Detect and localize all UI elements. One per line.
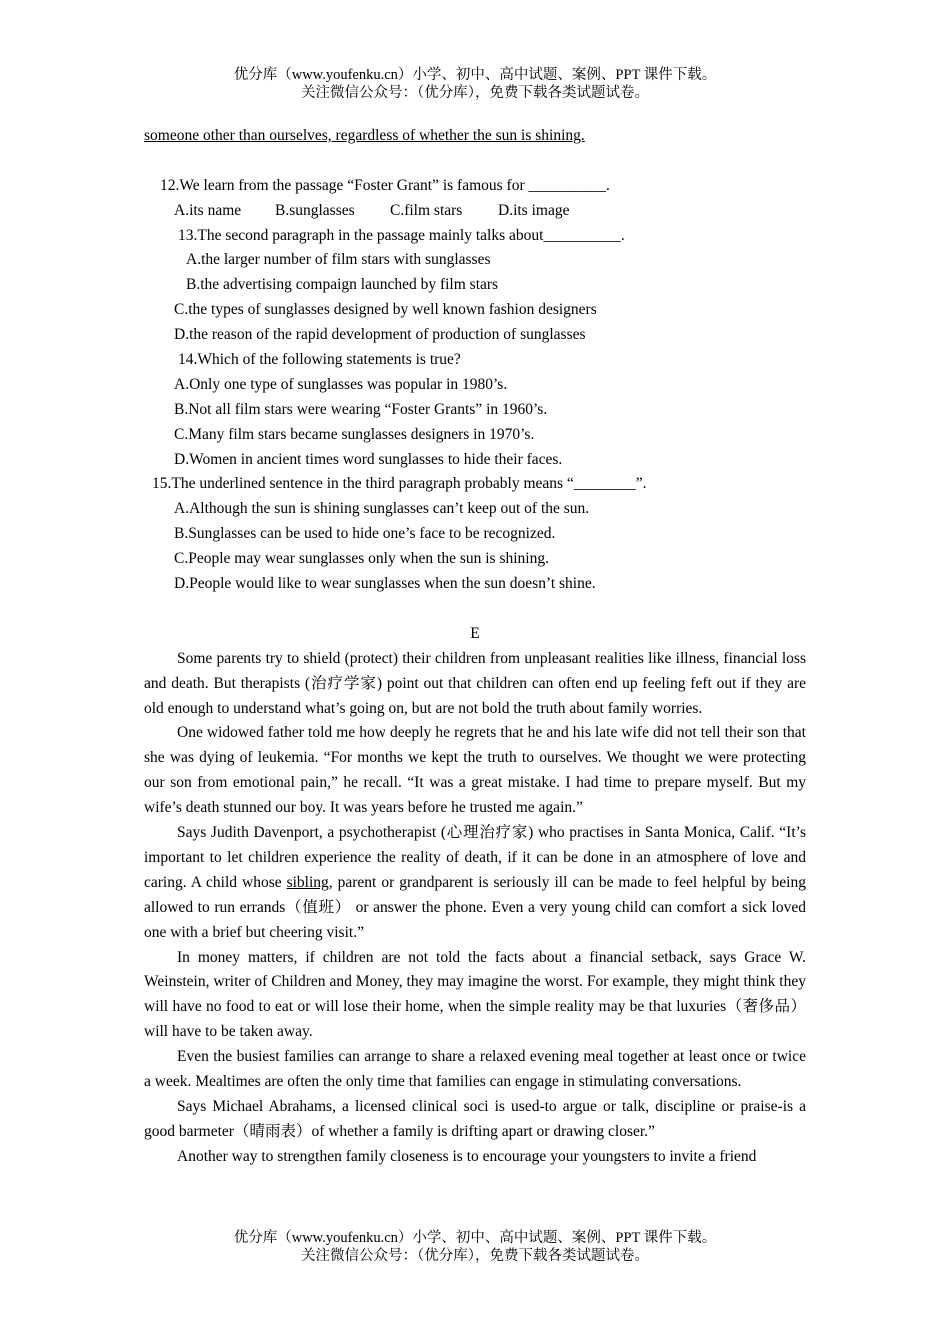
q12-option-d: D.its image [498, 201, 570, 219]
header-line-1: 优分库（www.youfenku.cn）小学、初中、高中试题、案例、PPT 课件下载。 [233, 67, 717, 83]
q15-option-b: B.Sunglasses can be used to hide one’s face to be recognized. [174, 525, 556, 543]
q12-stem: 12.We learn from the passage “Foster Grant” is famous for __________. [160, 176, 610, 194]
paragraph-3-text-before: Says Judith Davenport, a psychotherapist (心理治疗家) who practises in Santa Monica, Calif. “It’s important to let children experience the reality of death, if it can be done in an atmosphere of love and caring. A child whose [144, 824, 806, 891]
section-e-paragraph-1: Some parents try to shield (protect) their children from unpleasant realities like illness, financial loss and death. But therapists (治疗学家) point out that children can often end up feeling feft out if they are old enough to understand what’s going on, but are not bold the truth about family worries. [144, 649, 806, 717]
q14-option-b: B.Not all film stars were wearing “Foster Grants” in 1960’s. [174, 400, 548, 418]
page-header [0, 66, 950, 102]
page-footer [0, 1229, 950, 1265]
header-line-2: 关注微信公众号：（优分库），免费下载各类试题试卷。 [301, 85, 649, 101]
q12-options [144, 199, 806, 224]
q12-option-c: C.film stars [390, 201, 463, 219]
q15-option-a: A.Although the sun is shining sunglasses can’t keep out of the sun. [174, 500, 590, 518]
document-body [144, 124, 806, 1170]
section-e-title: E [470, 624, 480, 642]
q13-option-d: D.the reason of the rapid development of production of sunglasses [174, 326, 586, 344]
underlined-word-sibling: sibling [286, 873, 329, 891]
section-e-paragraph-6: Says Michael Abrahams, a licensed clinical soci is used-to argue or talk, discipline or praise-is a good barmeter（晴雨表）of whether a family is drifting apart or drawing closer.” [144, 1098, 806, 1140]
paragraph-3-text-after: , parent or grandparent is seriously ill can be made to feel helpful by being allowed to run errands（值班） or answer the phone. Even a very young child can comfort a sick loved one with a brief but cheering visit.” [144, 873, 806, 941]
q15-stem: 15.The underlined sentence in the third paragraph probably means “________”. [152, 475, 647, 493]
continued-underlined-sentence: someone other than ourselves, regardless of whether the sun is shining. [144, 127, 585, 144]
q12-option-b: B.sunglasses [275, 201, 355, 219]
q14-option-a: A.Only one type of sunglasses was popular in 1980’s. [174, 375, 508, 393]
footer-line-2: 关注微信公众号：（优分库），免费下载各类试题试卷。 [301, 1248, 649, 1264]
section-e-paragraph-7: Another way to strengthen family closeness is to encourage your youngsters to invite a friend [177, 1147, 757, 1165]
q13-option-a: A.the larger number of film stars with sunglasses [186, 251, 491, 269]
footer-line-1: 优分库（www.youfenku.cn）小学、初中、高中试题、案例、PPT 课件下载。 [233, 1230, 717, 1246]
q14-stem: 14.Which of the following statements is true? [178, 351, 461, 369]
section-e-paragraph-5: Even the busiest families can arrange to share a relaxed evening meal together at least once or twice a week. Mealtimes are often the only time that families can engage in stimulating conversations. [144, 1048, 806, 1091]
q12-option-a: A.its name [174, 201, 242, 219]
q13-option-c: C.the types of sunglasses designed by well known fashion designers [174, 301, 597, 319]
q15-option-c: C.People may wear sunglasses only when the sun is shining. [174, 550, 549, 568]
q13-stem: 13.The second paragraph in the passage mainly talks about__________. [178, 226, 625, 244]
q14-option-d: D.Women in ancient times word sunglasses to hide their faces. [174, 450, 563, 468]
q14-option-c: C.Many film stars became sunglasses designers in 1970’s. [174, 425, 535, 443]
section-e-paragraph-4: In money matters, if children are not told the facts about a financial setback, says Grace W. Weinstein, writer of Children and Money, they may imagine the worst. For example, they might think they will have no food to eat or will lose their home, when the simple reality may be that luxuries（奢侈品）will have to be taken away. [144, 948, 806, 1041]
q13-option-b: B.the advertising compaign launched by film stars [186, 276, 499, 294]
section-e-paragraph-3 [144, 821, 806, 946]
q15-option-d: D.People would like to wear sunglasses when the sun doesn’t shine. [174, 575, 596, 593]
section-e-paragraph-2: One widowed father told me how deeply he regrets that he and his late wife did not tell their son that she was dying of leukemia. “For months we kept the truth to ourselves. We thought we were protecting our son from emotional pain,” he recall. “It was a great mistake. I had time to prepare myself. But my wife’s death stunned our boy. It was years before he trusted me again.” [144, 724, 806, 817]
